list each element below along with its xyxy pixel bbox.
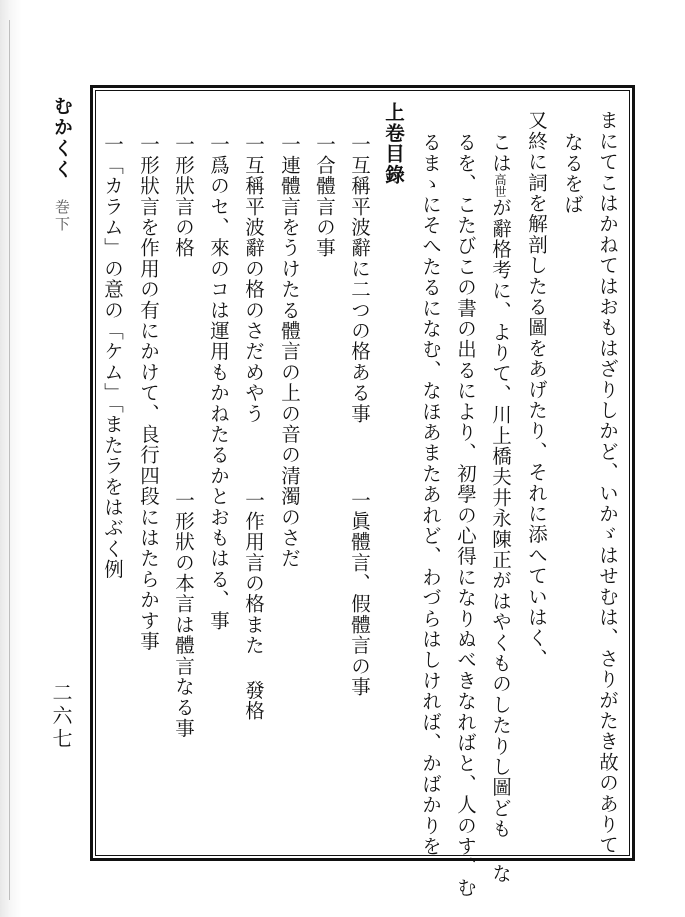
running-title	[48, 96, 76, 233]
intro-line-4-small: 高世	[493, 173, 507, 198]
toc-item-8: 一「カラム」の意の「ケム」「またラをはぶく例	[101, 134, 124, 580]
page-number: 二六七	[49, 682, 73, 751]
running-title-text: むかくく	[51, 96, 73, 180]
intro-line-3: 又終に詞を解剖したる圖をあげたり、それに添へていはく、	[525, 110, 548, 669]
binding-edge	[0, 0, 22, 917]
intro-line-1: まにてこはかねてはおもはざりしかど、いかゞはせむは、さりがたき故のありて	[596, 110, 619, 856]
toc-item-4-sub: 一作用言の格また 發格	[242, 490, 265, 722]
toc-heading: 上卷目錄	[382, 102, 405, 185]
toc-item-5: 一爲のセ、來のコは運用もかねたるかとおもはる、事	[207, 134, 230, 631]
running-title-volume: 巻下	[53, 198, 71, 233]
intro-line-4-rest: が辭格考に、よりて、川上橋夫井永陳正がはやくものしたりし圖ども な	[489, 197, 512, 885]
toc-item-4: 一互稱平波辭の格のさだめやう	[242, 134, 265, 424]
intro-line-4	[485, 132, 515, 884]
binding-line	[9, 20, 10, 900]
intro-line-5: るを、こたびこの書の出るにより、初學の心得になりぬべきなればと、人のす、む	[454, 132, 477, 898]
toc-item-1: 一互稱平波辭に二つの格ある事	[348, 134, 371, 424]
intro-line-2: なるをば	[561, 132, 584, 215]
toc-item-3: 一連體言をうけたる體言の上の音の清濁のさだ	[278, 134, 301, 569]
toc-item-2: 一合體言の事	[313, 134, 336, 259]
intro-line-6: るまゝにそへたるになむ、なほあまたあれど、わづらはしければ、かばかりを	[419, 132, 442, 857]
toc-item-6-sub: 一形狀の本言は體言なる事	[172, 490, 195, 739]
toc-item-6: 一形狀言の格	[172, 134, 195, 259]
toc-item-7: 一形狀言を作用の有にかけて、良行四段にはたらかす事	[137, 134, 160, 652]
toc-item-1-sub: 一眞體言、假體言の事	[348, 490, 371, 697]
intro-line-4-start: こは	[489, 132, 512, 174]
